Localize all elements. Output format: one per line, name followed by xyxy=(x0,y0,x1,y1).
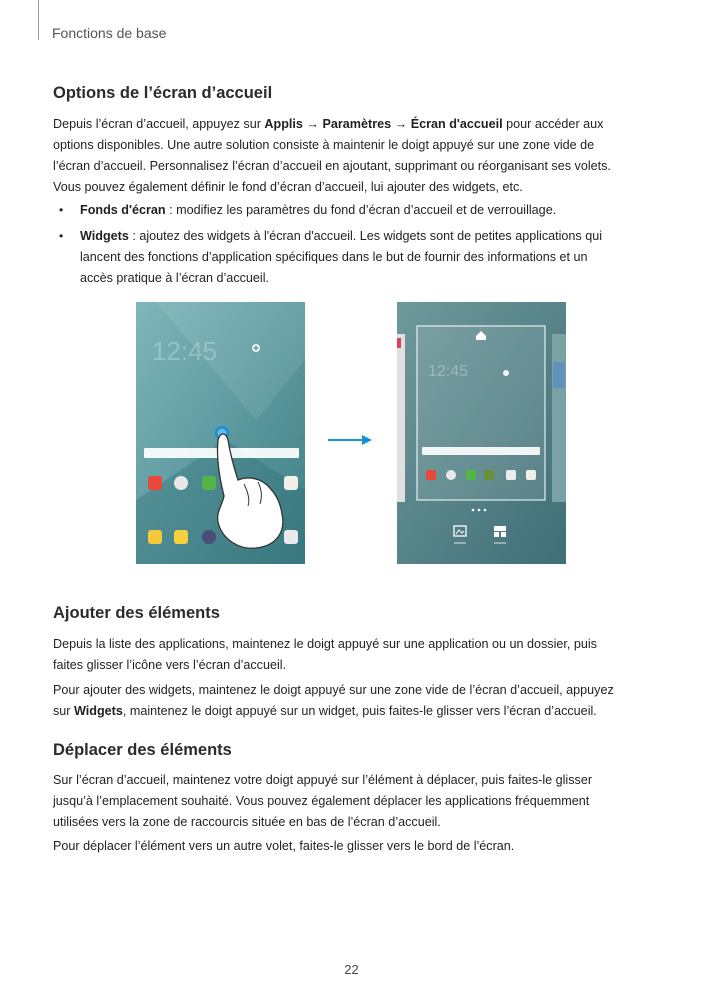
applis-term: Applis xyxy=(264,117,303,131)
paragraph-move-to-panel: Pour déplacer l’élément vers un autre volet, faites-le glisser vers le bord de l’écran. xyxy=(53,839,515,853)
header-rule xyxy=(38,0,39,40)
paragraph-add-apps: Depuis la liste des applications, maintenez le doigt appuyé sur une application ou un dossier, puis faites glisser l’icône vers l’écran d’accueil. xyxy=(53,637,597,672)
ecran-accueil-term: Écran d'accueil xyxy=(410,117,503,131)
left-tablet-screen xyxy=(136,302,305,564)
section-title-add-items: Ajouter des éléments xyxy=(53,604,220,622)
paragraph-add-widgets: Pour ajouter des widgets, maintenez le doigt appuyé sur une zone vide de l’écran d’accueil, appuyez sur Widgets, maintenez le doigt appuyé sur un widget, puis faites-le glisser vers l’écran d’accueil. xyxy=(53,683,614,718)
bullet-marker: • xyxy=(59,229,64,243)
plus-icon xyxy=(252,344,260,352)
section-header: Fonctions de base xyxy=(52,25,167,41)
paragraph-move-items: Sur l’écran d’accueil, maintenez votre doigt appuyé sur l’élément à déplacer, puis faites-le glisser jusqu’à l’emplacement souhaité. Vous pouvez également déplacer les applications fréquemment utilisées vers la zone de raccourcis située en bas de l’écran d’accueil. xyxy=(53,773,593,829)
widgets-term: Widgets xyxy=(74,704,123,718)
home-screen-illustration xyxy=(136,300,568,566)
section-title-home-options: Options de l’écran d’accueil xyxy=(53,84,273,102)
svg-text:12:45: 12:45 xyxy=(428,363,469,380)
bullet-marker: • xyxy=(59,203,64,217)
paragraph-intro: Depuis l’écran d’accueil, appuyez sur Applis → Paramètres → Écran d'accueil pour accéder aux options disponibles. Une autre solution consiste à maintenir le doigt appuyé sur une zone vide de l’écran d’accueil. Personnalisez l’écran d’accueil en ajoutant, supprimant ou réorganisant ses volets. Vous pouvez également définir le fond d’écran d’accueil, lui ajouter des widgets, etc. xyxy=(53,117,611,194)
svg-text:12:45: 12:45 xyxy=(152,336,218,366)
section-title-move-items: Déplacer des éléments xyxy=(53,741,232,759)
right-tablet-screen xyxy=(397,302,566,564)
bullet-widgets: Widgets : ajoutez des widgets à l'écran d'accueil. Les widgets sont de petites applications qui lancent des fonctions d’application spécifiques dans le but de fournir des informations et un accès pratique à l’écran d’accueil. xyxy=(80,229,603,285)
transition-arrow-icon xyxy=(328,435,372,445)
page-number: 22 xyxy=(344,962,359,977)
parametres-term: Paramètres xyxy=(322,117,392,131)
bullet-wallpaper: Fonds d'écran : modifiez les paramètres du fond d’écran d’accueil et de verrouillage. xyxy=(80,203,557,217)
